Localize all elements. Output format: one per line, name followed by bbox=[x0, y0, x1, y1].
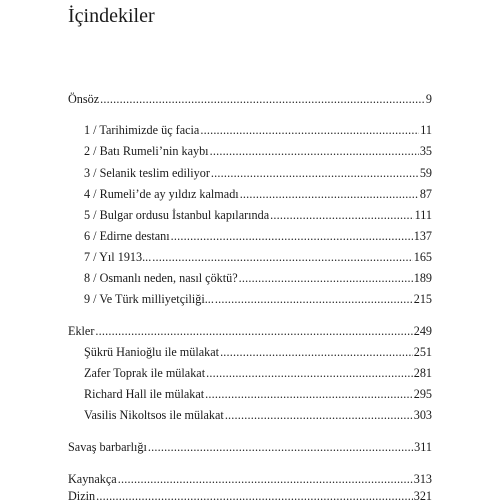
toc-entry-label: Richard Hall ile mülakat bbox=[84, 387, 205, 401]
dot-leader bbox=[225, 407, 413, 423]
dot-leader bbox=[100, 91, 425, 107]
toc-entry-appendix-3 bbox=[84, 386, 432, 402]
dot-leader bbox=[148, 439, 413, 455]
toc-entry-label: Vasilis Nikoltsos ile mülakat bbox=[84, 408, 224, 422]
toc-entry-ekler bbox=[68, 323, 432, 339]
toc-entry-label: Ekler bbox=[68, 324, 95, 338]
dot-leader bbox=[206, 365, 413, 381]
toc-entry-page: 295 bbox=[413, 387, 432, 401]
toc-entry-appendix-1 bbox=[84, 344, 432, 360]
toc-entry-page: 321 bbox=[413, 489, 432, 503]
toc-entry-label: 3 / Selanik teslim ediliyor bbox=[84, 166, 210, 180]
toc-entry-chapter-5 bbox=[84, 207, 432, 223]
toc-entry-label: 9 / Ve Türk milliyetçiliği... bbox=[84, 292, 214, 306]
toc-entry-chapter-4 bbox=[84, 186, 432, 202]
toc-entry-savas-barbarligi bbox=[68, 439, 432, 455]
toc-entry-label: Kaynakça bbox=[68, 472, 117, 486]
toc-entry-chapter-9 bbox=[84, 291, 432, 307]
toc-entry-appendix-4 bbox=[84, 407, 432, 423]
toc-entry-label: Önsöz bbox=[68, 92, 100, 106]
toc-entry-page: 11 bbox=[420, 123, 432, 137]
toc-entry-chapter-1 bbox=[84, 122, 432, 138]
toc-entry-label: Savaş barbarlığı bbox=[68, 440, 147, 454]
toc-entry-page: 9 bbox=[425, 92, 432, 106]
toc-entry-page: 215 bbox=[413, 292, 432, 306]
page-title: İçindekiler bbox=[68, 5, 155, 27]
toc-entry-label: Dizin bbox=[68, 489, 96, 503]
toc-entry-chapter-6 bbox=[84, 228, 432, 244]
toc-entry-page: 111 bbox=[414, 208, 432, 222]
toc-entry-dizin bbox=[68, 488, 432, 504]
toc-entry-label: 4 / Rumeli’de ay yıldız kalmadı bbox=[84, 187, 239, 201]
toc-entry-page: 189 bbox=[413, 271, 432, 285]
dot-leader bbox=[220, 344, 413, 360]
dot-leader bbox=[210, 143, 419, 159]
dot-leader bbox=[95, 323, 412, 339]
toc-entry-page: 59 bbox=[419, 166, 432, 180]
toc-entry-label: Zafer Toprak ile mülakat bbox=[84, 366, 206, 380]
dot-leader bbox=[118, 471, 413, 487]
dot-leader bbox=[200, 122, 419, 138]
toc-entry-page: 249 bbox=[413, 324, 432, 338]
toc-entry-page: 137 bbox=[413, 229, 432, 243]
dot-leader bbox=[270, 207, 413, 223]
toc-entry-page: 165 bbox=[413, 250, 432, 264]
toc-entry-label: 2 / Batı Rumeli’nin kaybı bbox=[84, 144, 209, 158]
dot-leader bbox=[171, 228, 413, 244]
toc-entry-label: 8 / Osmanlı neden, nasıl çöktü? bbox=[84, 271, 238, 285]
toc-entry-page: 281 bbox=[413, 366, 432, 380]
toc-entry-page: 313 bbox=[413, 472, 432, 486]
toc-entry-page: 35 bbox=[419, 144, 432, 158]
toc-entry-page: 251 bbox=[413, 345, 432, 359]
toc-entry-label: Şükrü Hanioğlu ile mülakat bbox=[84, 345, 220, 359]
toc-entry-chapter-3 bbox=[84, 165, 432, 181]
dot-leader bbox=[211, 165, 419, 181]
toc-entry-label: 1 / Tarihimizde üç facia bbox=[84, 123, 200, 137]
toc-entry-page: 311 bbox=[414, 440, 432, 454]
toc-entry-label: 7 / Yıl 1913... bbox=[84, 250, 152, 264]
toc-entry-onsoz bbox=[68, 91, 432, 107]
dot-leader bbox=[240, 186, 419, 202]
toc-entry-appendix-2 bbox=[84, 365, 432, 381]
toc-entry-chapter-8 bbox=[84, 270, 432, 286]
toc-entry-chapter-2 bbox=[84, 143, 432, 159]
toc-entry-page: 87 bbox=[419, 187, 432, 201]
toc-entry-kaynakca bbox=[68, 471, 432, 487]
dot-leader bbox=[152, 249, 412, 265]
dot-leader bbox=[205, 386, 413, 402]
toc-entry-label: 5 / Bulgar ordusu İstanbul kapılarında bbox=[84, 208, 270, 222]
dot-leader bbox=[96, 488, 413, 504]
toc-entry-label: 6 / Edirne destanı bbox=[84, 229, 170, 243]
dot-leader bbox=[239, 270, 413, 286]
dot-leader bbox=[215, 291, 413, 307]
toc-entry-page: 303 bbox=[413, 408, 432, 422]
toc-entry-chapter-7 bbox=[84, 249, 432, 265]
